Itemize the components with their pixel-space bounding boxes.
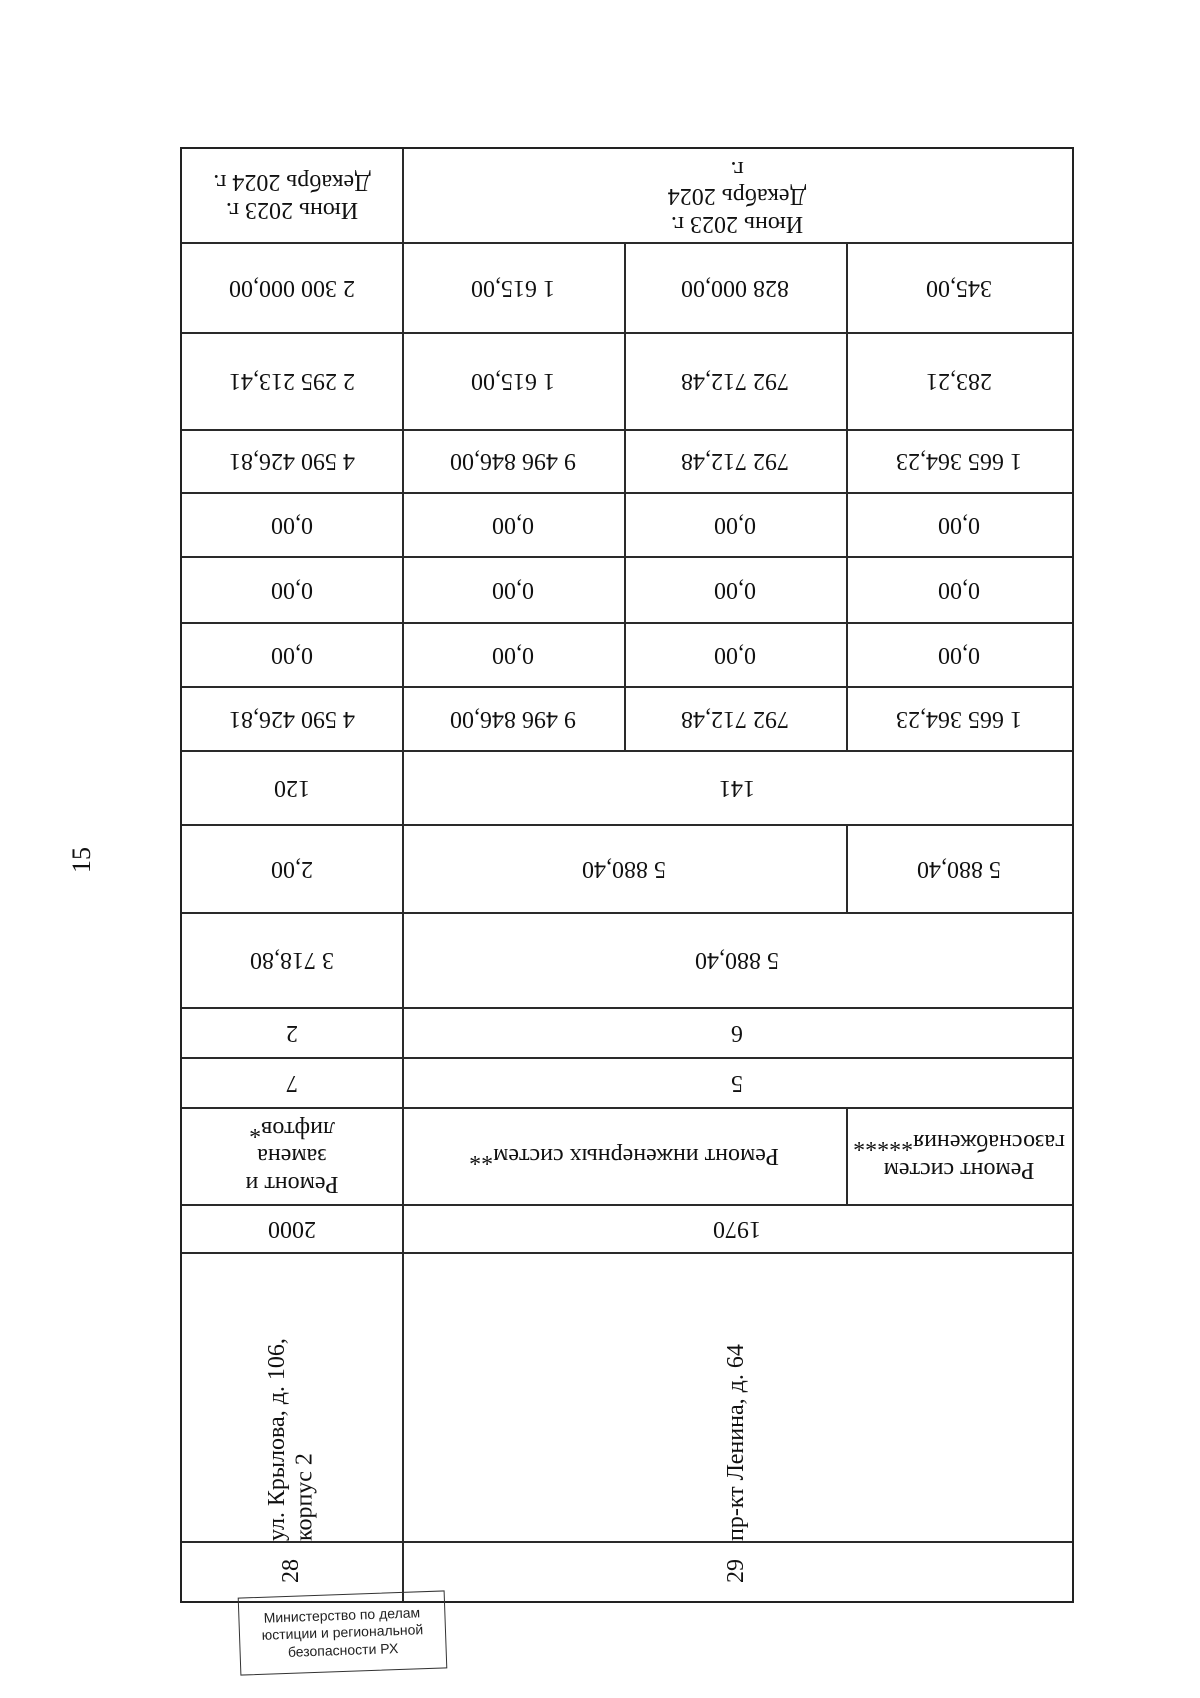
cell-r3-c2: 9 496 846,00 bbox=[450, 448, 576, 475]
cell-r5-c4: 0,00 bbox=[938, 576, 980, 603]
cell-r13-mid: Ремонт инженерных систем** bbox=[469, 1143, 779, 1170]
cell-r9-c4: 5 880,40 bbox=[917, 855, 1001, 882]
cell-r3-c3: 792 712,48 bbox=[681, 448, 789, 475]
cell-r10-left: 3 718,80 bbox=[250, 947, 334, 974]
cell-r1-left: 2 300 000,00 bbox=[229, 274, 355, 301]
cell-r14-right: 1970 bbox=[713, 1215, 761, 1242]
cell-r1-c2: 1 615,00 bbox=[471, 274, 555, 301]
rotated-table bbox=[180, 147, 1074, 1603]
cell-r7-c3: 792 712,48 bbox=[681, 705, 789, 732]
cell-r3-c4: 1 665 364,23 bbox=[896, 448, 1022, 475]
cell-r1-c4: 345,00 bbox=[926, 274, 992, 301]
stamp-line-2: юстиции и региональной bbox=[261, 1621, 424, 1644]
cell-r5-c3: 0,00 bbox=[714, 576, 756, 603]
cell-r8-right: 141 bbox=[719, 774, 755, 801]
cell-r12-right: 5 bbox=[731, 1069, 743, 1096]
cell-r14-left: 2000 bbox=[268, 1215, 316, 1242]
cell-r7-c2: 9 496 846,00 bbox=[450, 705, 576, 732]
cell-r9-mid: 5 880,40 bbox=[582, 855, 666, 882]
cell-r6-c2: 0,00 bbox=[492, 641, 534, 668]
cell-r8-left: 120 bbox=[274, 774, 310, 801]
header-period-left: Июнь 2023 г. Декабрь 2024 г. bbox=[213, 169, 371, 224]
stamp-line-1: Министерство по делам bbox=[263, 1604, 421, 1626]
cell-r7-c4: 1 665 364,23 bbox=[896, 705, 1022, 732]
cell-r2-c4: 283,21 bbox=[926, 368, 992, 395]
cell-r5-left: 0,00 bbox=[271, 576, 313, 603]
cell-r2-left: 2 295 213,41 bbox=[229, 368, 355, 395]
cell-r4-c2: 0,00 bbox=[492, 511, 534, 538]
cell-r1-c3: 828 000,00 bbox=[681, 274, 789, 301]
row-number-left: 28 bbox=[278, 1559, 305, 1583]
cell-r2-c3: 792 712,48 bbox=[681, 368, 789, 395]
stamp-line-3: безопасности РХ bbox=[287, 1639, 399, 1660]
page-number: 15 bbox=[67, 847, 96, 873]
row-number-right: 29 bbox=[723, 1559, 750, 1583]
address-left: ул. Крылова, д. 106, корпус 2 bbox=[264, 1338, 318, 1541]
cell-r13-left: Ремонт и замена лифтов* bbox=[245, 1115, 339, 1197]
header-period-right: Июнь 2023 г. Декабрь 2024 г. bbox=[667, 155, 807, 237]
cell-r10-right: 5 880,40 bbox=[695, 947, 779, 974]
cell-r11-right: 6 bbox=[731, 1019, 743, 1046]
cell-r4-c3: 0,00 bbox=[714, 511, 756, 538]
cell-r5-c2: 0,00 bbox=[492, 576, 534, 603]
cell-r13-c4: Ремонт систем газоснабжения***** bbox=[853, 1129, 1065, 1184]
cell-r2-c2: 1 615,00 bbox=[471, 368, 555, 395]
cell-r6-c3: 0,00 bbox=[714, 641, 756, 668]
cell-r11-left: 2 bbox=[286, 1019, 298, 1046]
cell-r4-c4: 0,00 bbox=[938, 511, 980, 538]
ministry-stamp bbox=[238, 1590, 448, 1675]
cell-r3-left: 4 590 426,81 bbox=[229, 448, 355, 475]
cell-r9-left: 2,00 bbox=[271, 855, 313, 882]
cell-r6-c4: 0,00 bbox=[938, 641, 980, 668]
address-right: пр-кт Ленина, д. 64 bbox=[723, 1344, 750, 1541]
cell-r12-left: 7 bbox=[286, 1069, 298, 1096]
cell-r7-left: 4 590 426,81 bbox=[229, 705, 355, 732]
cell-r4-left: 0,00 bbox=[271, 511, 313, 538]
cell-r6-left: 0,00 bbox=[271, 641, 313, 668]
